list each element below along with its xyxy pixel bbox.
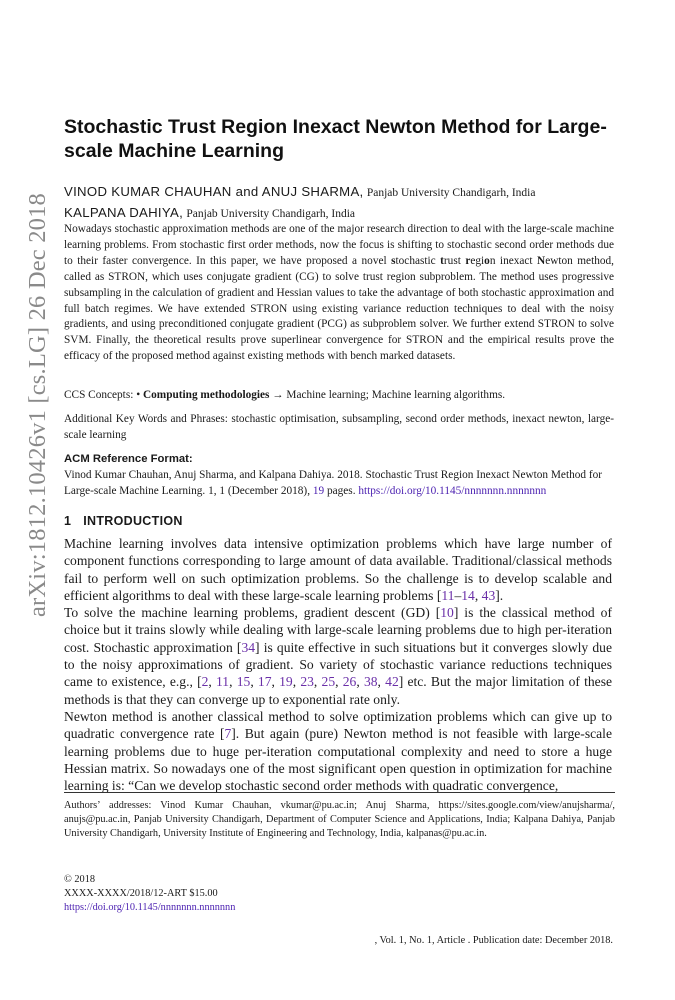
ccs-category: Computing methodologies — [142, 389, 270, 401]
keywords: Additional Key Words and Phrases: stochastic optimisation, subsampling, second order methods, inexact newton, large-scale learning — [64, 413, 614, 441]
citation-separator: , — [335, 674, 343, 690]
citation-link[interactable]: 17 — [257, 674, 272, 690]
author-addresses: Authors’ addresses: Vinod Kumar Chauhan, vkumar@pu.ac.in; Anuj Sharma, https://sites.google.com/view/anujsharma/, anujs@pu.ac.in, Panjab University Chandigarh, Department of Computer Science and Applications, India; Kalpana Dahiya, Panjab University Chandigarh, University Institute of Engineering and Technology, India, kalpanas@pu.ac.in. — [64, 800, 615, 840]
acm-reference — [64, 452, 616, 500]
citation-link[interactable]: 7 — [224, 726, 232, 742]
arxiv-margin-stamp — [16, 160, 60, 650]
ccs-arrow: → — [272, 389, 284, 401]
footnote-divider — [64, 792, 615, 793]
acm-reference-heading: ACM Reference Format: — [64, 453, 193, 465]
abstract-text: Nowadays stochastic approximation methods are one of the major research direction to deal with the large-scale machine learning problems. From stochastic first order methods, now the focus is shifting to stochastic second order methods due to their faster convergence. In this paper, we have proposed a novel — [64, 223, 614, 267]
section-heading — [64, 514, 183, 528]
page-footer: , Vol. 1, No. 1, Article . Publication date: December 2018. — [374, 935, 613, 946]
acm-reference-body — [64, 468, 616, 500]
paragraph-text: To solve the machine learning problems, gradient descent (GD) [ — [64, 605, 441, 621]
author-block — [64, 182, 624, 224]
abstract-acronym-letter: r — [465, 254, 471, 267]
ccs-bullet: • — [136, 389, 141, 401]
ccs-label: CCS Concepts: — [64, 389, 134, 401]
citation-separator: , — [313, 674, 322, 690]
citation-link[interactable]: 26 — [342, 674, 357, 690]
acm-reference-text: Vinod Kumar Chauhan, Anuj Sharma, and Kalpana Dahiya. 2018. Stochastic Trust Region Inexact Newton Method for Large-scale Machine Learning. 1, 1 (December 2018), — [64, 468, 603, 497]
citation-separator: , — [208, 674, 217, 690]
abstract-acronym-letter: s — [391, 254, 396, 267]
citation-link[interactable]: 11 — [216, 674, 230, 690]
citation-separator: , — [250, 674, 258, 690]
citation-separator: , — [229, 674, 237, 690]
abstract-acronym-letter: o — [484, 254, 490, 267]
abstract-text: ewton method, called as STRON, which uses conjugate gradient (CG) to solve trust region subproblem. The method uses progressive subsampling in the calculation of gradient and Hessian values to take the advantage of both stochastic approximation and full batch regimes. We have extended STRON using existing variance reduction techniques to deal with the noisy gradients, and using preconditioned conjugate gradient (PCG) as subproblem solver. We further extend STRON to solve SVM. Finally, the theoretical results prove superlinear convergence for STRON and the empirical results prove the efficacy of the proposed method against existing methods with bench marked datasets. — [64, 254, 614, 363]
ccs-terms: Machine learning; Machine learning algorithms. — [286, 389, 506, 401]
paragraph — [64, 535, 612, 604]
citation-separator: , — [356, 674, 364, 690]
citation-link[interactable]: 2 — [201, 674, 209, 690]
copyright-year: © 2018 — [64, 874, 95, 885]
paragraph-text: Machine learning involves data intensive optimization problems which have large number of component functions corresponding to large amount of data available. Traditional/classical methods fail to perform well on such optimization problems. So the challenge is to develop scalable and efficient algorithms to deal with these large-scale learning problems [ — [64, 536, 612, 603]
paragraph-text: ]. But again (pure) Newton method is not feasible with large-scale learning problems due to huge per-iteration computational complexity and need to store a huge Hessian matrix. So nowadays one of the most significant open question in optimization for machine learning is: “Can we develop stochastic second order methods with quadratic convergence, — [64, 726, 612, 794]
citation-link[interactable]: 43 — [481, 587, 496, 603]
paragraph-text: ] is the classical method of choice but it trains slowly while dealing with large-scale learning problems due to high per-iteration cost. Stochastic approximation [ — [64, 605, 612, 655]
abstract — [64, 222, 614, 365]
citation-link[interactable]: 15 — [236, 674, 251, 690]
paragraph-text: ] is quite effective in such situations but it converges slowly due to the noisy approximations of gradient. So variety of stochastic variance reductions techniques came to existence, e.g., [ — [64, 639, 612, 690]
paragraph-text: Newton method is another classical method to solve optimization problems which can give up to quadratic convergence rate [ — [64, 708, 612, 742]
author-names-2: KALPANA DAHIYA, — [64, 205, 184, 220]
doi-link[interactable]: https://doi.org/10.1145/nnnnnnn.nnnnnnn — [358, 484, 547, 497]
section-title: INTRODUCTION — [83, 514, 183, 528]
citation-separator: , — [377, 674, 386, 690]
introduction-body — [64, 535, 612, 794]
citation-link[interactable]: 10 — [440, 605, 454, 621]
paragraph — [64, 604, 612, 708]
citation-link[interactable]: 23 — [300, 674, 314, 690]
citation-list — [202, 674, 399, 689]
author-line-1 — [64, 182, 624, 203]
copyright-code: XXXX-XXXX/2018/12-ART $15.00 — [64, 888, 218, 900]
author-affiliation-1: Panjab University Chandigarh, India — [366, 187, 536, 199]
ccs-concepts — [64, 388, 614, 404]
paragraph — [64, 708, 612, 794]
citation-link[interactable]: 19 — [279, 674, 293, 690]
abstract-acronym-letter: N — [537, 254, 546, 267]
citation-link[interactable]: 38 — [363, 674, 378, 690]
abstract-text: egi — [470, 254, 485, 267]
abstract-text: tochastic — [395, 254, 441, 267]
arxiv-identifier: arXiv:1812.10426v1 [cs.LG] 26 Dec 2018 — [24, 192, 51, 618]
citation-link[interactable]: 42 — [385, 674, 399, 690]
paragraph-text: – — [454, 587, 462, 603]
author-affiliation-2: Panjab University Chandigarh, India — [186, 208, 356, 220]
paragraph-text: ] etc. But the major limitation of these methods is that they can converge up to exponential rate only. — [64, 674, 613, 707]
citation-link[interactable]: 14 — [461, 587, 475, 603]
citation-link[interactable]: 34 — [241, 639, 256, 655]
citation-link[interactable]: 25 — [321, 674, 336, 690]
citation-separator: , — [292, 674, 301, 690]
copyright-doi-link[interactable]: https://doi.org/10.1145/nnnnnnn.nnnnnnn — [64, 902, 236, 914]
paragraph-text: , — [474, 587, 482, 603]
paragraph-text: ]. — [495, 587, 504, 603]
author-line-2 — [64, 203, 624, 224]
citation-link[interactable]: 11 — [441, 587, 455, 603]
abstract-text: rust — [443, 254, 466, 267]
author-names-1: VINOD KUMAR CHAUHAN and ANUJ SHARMA, — [64, 184, 364, 199]
abstract-text: n inexact — [489, 254, 538, 267]
abstract-acronym-letter: t — [440, 254, 444, 267]
acm-reference-text: pages. — [324, 484, 356, 497]
citation-separator: , — [271, 674, 280, 690]
section-number: 1 — [64, 514, 72, 528]
copyright-block — [64, 873, 364, 916]
paper-title: Stochastic Trust Region Inexact Newton Method for Large-scale Machine Learning — [64, 116, 607, 162]
page-count-link[interactable]: 19 — [312, 484, 325, 497]
